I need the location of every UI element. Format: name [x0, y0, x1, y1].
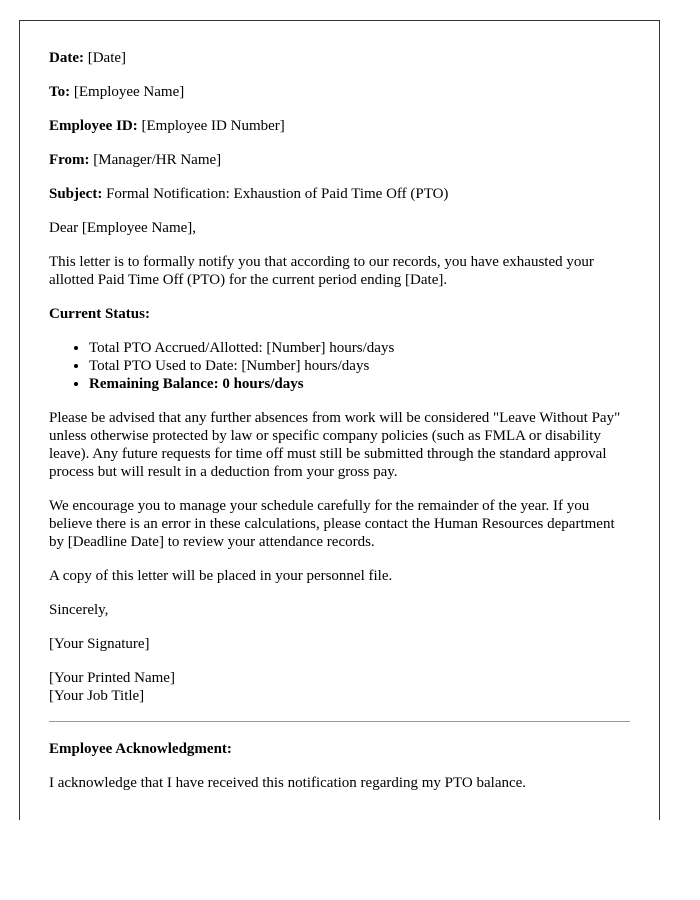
- printed-name: [Your Printed Name]: [49, 670, 175, 686]
- to-line: [49, 83, 630, 101]
- sign-off: Sincerely,: [49, 602, 109, 618]
- acknowledgment-text: I acknowledge that I have received this notification regarding my PTO balance.: [49, 775, 527, 791]
- status-heading: [49, 305, 630, 323]
- status-heading-text: Current Status:: [49, 306, 150, 322]
- intro-paragraph: This letter is to formally notify you that according to our records, you have exhausted your allotted Paid Time Off (PTO) for the current period ending [Date].: [49, 254, 594, 288]
- status-item-remaining: [89, 375, 630, 393]
- copy-paragraph: A copy of this letter will be placed in your personnel file.: [49, 568, 393, 584]
- date-value: [Date]: [87, 50, 127, 66]
- salutation: Dear [Employee Name],: [49, 220, 197, 236]
- employee-id-label: Employee ID:: [49, 118, 138, 134]
- from-label: From:: [49, 152, 90, 168]
- employee-id-line: [49, 117, 630, 135]
- subject-line: [49, 185, 630, 203]
- leave-paragraph: Please be advised that any further absences from work will be considered "Leave Without Pay" unless otherwise protected by law or specific company policies (such as FMLA or disability leave). Any future requests for time off must still be submitted through the standard approval process but will result in a deduction from your gross pay.: [49, 410, 621, 480]
- letter-page: [19, 20, 660, 820]
- subject-label: Subject:: [49, 186, 103, 202]
- encourage-paragraph: We encourage you to manage your schedule carefully for the remainder of the year. If you believe there is an error in these calculations, please contact the Human Resources department by [Deadline Date] to review your attendance records.: [49, 498, 615, 550]
- to-label: To:: [49, 84, 71, 100]
- status-list: [49, 339, 630, 393]
- from-value: [Manager/HR Name]: [93, 152, 222, 168]
- job-title: [Your Job Title]: [49, 688, 145, 704]
- subject-value: Formal Notification: Exhaustion of Paid Time Off (PTO): [106, 186, 449, 202]
- date-line: [49, 49, 630, 67]
- acknowledgment-heading-text: Employee Acknowledgment:: [49, 741, 232, 757]
- signature: [Your Signature]: [49, 636, 150, 652]
- status-item-used: • Total PTO Used to Date: [Number] hours/days: [89, 357, 630, 375]
- status-item-accrued: • Total PTO Accrued/Allotted: [Number] hours/days: [89, 339, 630, 357]
- date-label: Date:: [49, 50, 84, 66]
- acknowledgment-heading: [49, 740, 630, 758]
- to-value: [Employee Name]: [73, 84, 185, 100]
- section-divider: [49, 721, 630, 722]
- status-item-remaining-text: Remaining Balance: 0 hours/days: [89, 376, 304, 392]
- employee-id-value: [Employee ID Number]: [141, 118, 285, 134]
- from-line: [49, 151, 630, 169]
